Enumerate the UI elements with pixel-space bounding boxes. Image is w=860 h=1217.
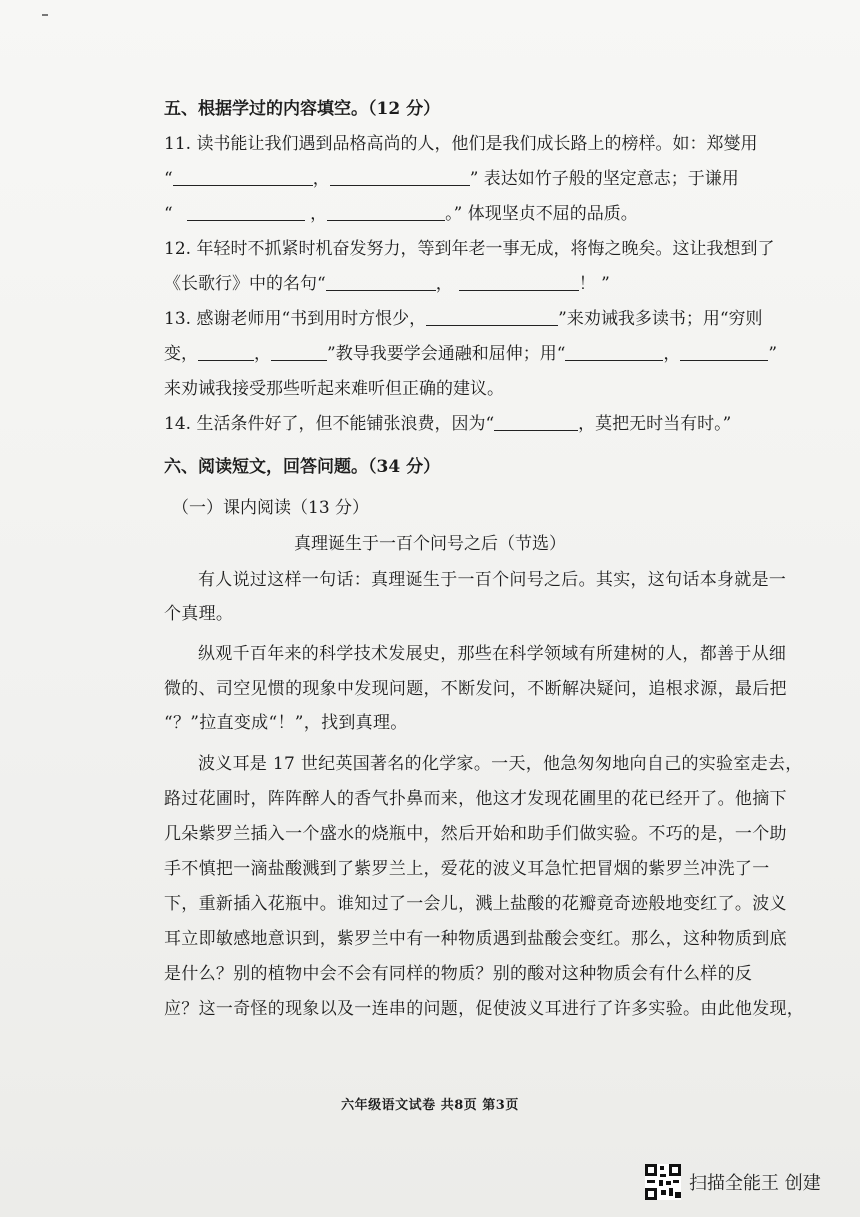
section6-heading: 六、阅读短文，回答问题。（34 分） [164,457,441,477]
answer-blank[interactable] [326,274,436,291]
passage-line: 路过花圃时，阵阵醉人的香气扑鼻而来，他这才发现花圃里的花已经开了。他摘下 [164,789,787,809]
passage-line: 是什么？别的植物中会不会有同样的物质？别的酸对这种物质会有什么样的反 [164,964,753,984]
passage-title: 真理诞生于一百个问号之后（节选） [294,534,566,554]
passage-line: 下，重新插入花瓶中。谁知过了一会儿，溅上盐酸的花瓣竟奇迹般地变红了。波义 [164,894,787,914]
passage-line: 波义耳是 17 世纪英国著名的化学家。一天，他急匆匆地向自己的实验室走去， [198,754,803,774]
answer-blank[interactable] [680,344,768,361]
q13-line1: 13. 感谢老师用“书到用时方恨少， ”来劝诫我多读书；用“穷则 [164,309,763,329]
passage-line: “？”拉直变成“！”，找到真理。 [164,713,408,733]
scanner-watermark [645,1164,821,1200]
q13-line2: 变， ， ”教导我要学会通融和屈伸；用“ ， ” [164,344,778,364]
scan-mark [42,14,48,16]
passage-line: 耳立即敏感地意识到，紫罗兰中有一种物质遇到盐酸会变红。那么，这种物质到底 [164,929,787,949]
answer-blank[interactable] [426,309,558,326]
passage-line: 几朵紫罗兰插入一个盛水的烧瓶中，然后开始和助手们做实验。不巧的是，一个助 [164,824,787,844]
answer-blank[interactable] [198,344,254,361]
watermark-text: 扫描全能王 创建 [689,1173,821,1194]
q13-line3: 来劝诫我接受那些听起来难听但正确的建议。 [164,379,504,399]
passage-line: 个真理。 [164,604,234,624]
q12-line2: 《长歌行》中的名句“ ， ！ ” [164,274,610,294]
answer-blank[interactable] [271,344,327,361]
answer-blank[interactable] [330,169,470,186]
q11-line1: 11. 读书能让我们遇到品格高尚的人，他们是我们成长路上的榜样。如：郑燮用 [164,134,758,154]
answer-blank[interactable] [173,169,313,186]
section6-subheading: （一）课内阅读（13 分） [172,498,370,518]
passage-line: 有人说过这样一句话：真理诞生于一百个问号之后。其实，这句话本身就是一 [198,570,787,590]
page-footer: 六年级语文试卷 共8页 第3页 [341,1098,519,1113]
passage-line: 应？这一奇怪的现象以及一连串的问题，促使波义耳进行了许多实验。由此他发现， [164,999,805,1019]
answer-blank[interactable] [565,344,663,361]
answer-blank[interactable] [327,204,445,221]
passage-line: 纵观千百年来的科学技术发展史，那些在科学领域有所建树的人，都善于从细 [198,644,787,664]
passage-line: 手不慎把一滴盐酸溅到了紫罗兰上，爱花的波义耳急忙把冒烟的紫罗兰冲洗了一 [164,859,770,879]
section5-heading: 五、根据学过的内容填空。（12 分） [164,99,441,119]
passage-line: 微的、司空见惯的现象中发现问题，不断发问，不断解决疑问，追根求源，最后把 [164,679,787,699]
q14-line1: 14. 生活条件好了，但不能铺张浪费，因为“ ，莫把无时当有时。” [164,414,732,434]
q11-line3: “ ， 。” 体现坚贞不屈的品质。 [164,204,638,224]
q11-line2: “ ， ” 表达如竹子般的坚定意志；于谦用 [164,169,739,189]
answer-blank[interactable] [494,414,578,431]
answer-blank[interactable] [187,204,305,221]
q12-line1: 12. 年轻时不抓紧时机奋发努力，等到年老一事无成，将悔之晚矣。这让我想到了 [164,239,775,259]
qr-code-icon [645,1164,681,1200]
answer-blank[interactable] [459,274,579,291]
